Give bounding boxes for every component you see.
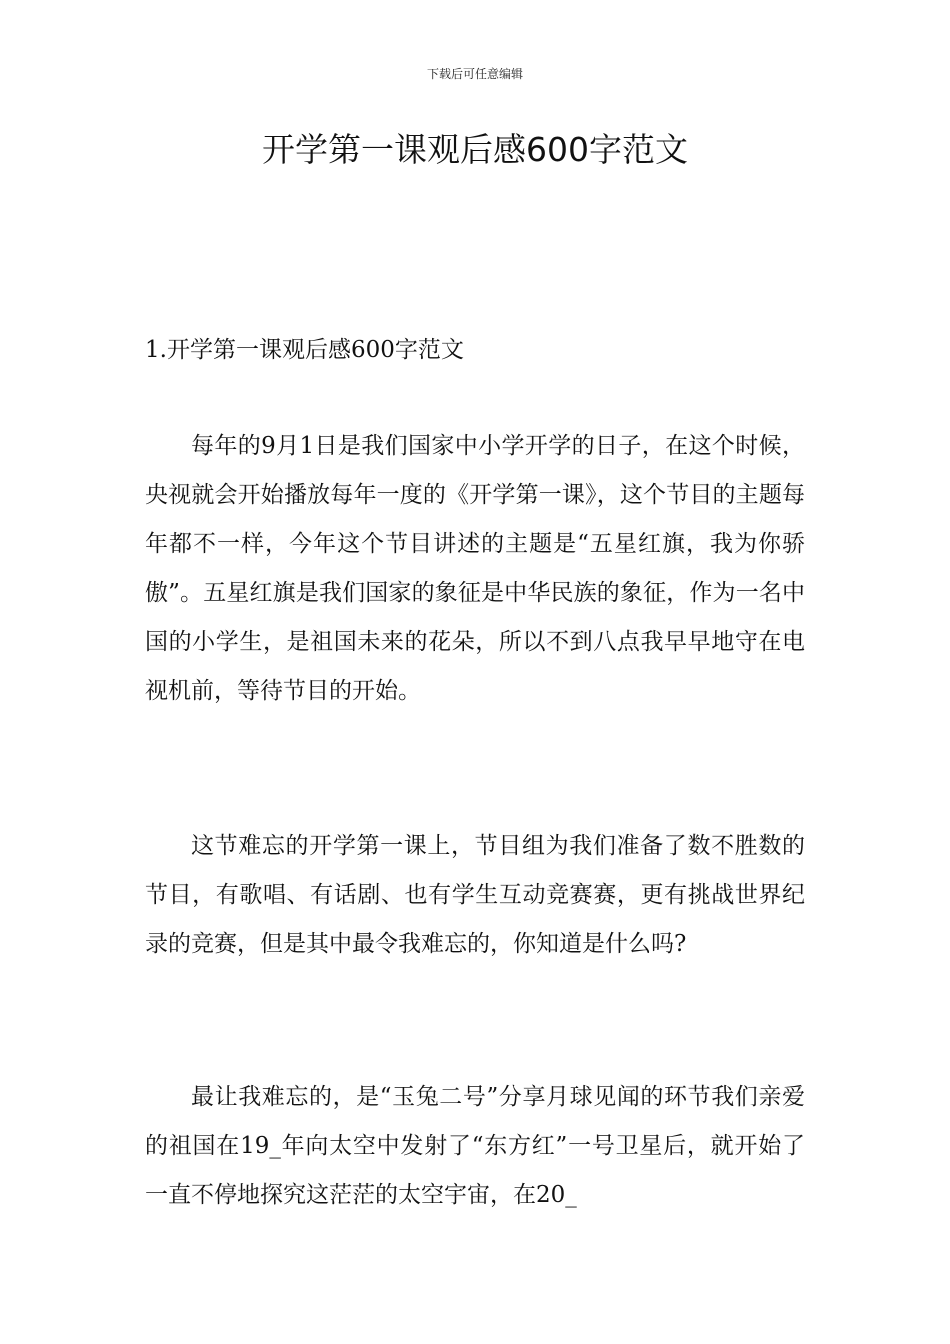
section-heading: 1.开学第一课观后感600字范文 [145, 337, 464, 363]
page-header-note: 下载后可任意编辑 [426, 67, 523, 81]
body-paragraph-2: 这节难忘的开学第一课上，节目组为我们准备了数不胜数的节目，有歌唱、有话剧、也有学生互动竞赛赛，更有挑战世界纪录的竞赛，但是其中最令我难忘的，你知道是什么吗? [145, 833, 805, 957]
document-title: 开学第一课观后感600字范文 [262, 130, 688, 169]
body-paragraph-1: 每年的9月1日是我们国家中小学开学的日子，在这个时候，央视就会开始播放每年一度的《开学第一课》，这个节目的主题每年都不一样，今年这个节目讲述的主题是“五星红旗，我为你骄傲”。五星红旗是我们国家的象征是中华民族的象征，作为一名中国的小学生，是祖国未来的花朵，所以不到八点我早早地守在电视机前，等待节目的开始。 [145, 433, 805, 704]
body-paragraph-3: 最让我难忘的，是“玉兔二号”分享月球见闻的环节我们亲爱的祖国在19_年向太空中发射了“东方红”一号卫星后，就开始了一直不停地探究这茫茫的太空宇宙，在20_ [145, 1084, 805, 1208]
